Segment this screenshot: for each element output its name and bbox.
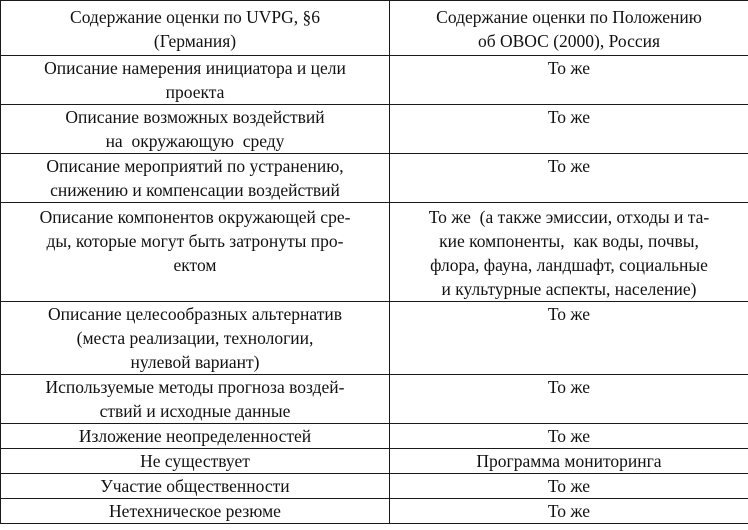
- cell-line: То же (а также эмиссии, отходы и та-: [428, 207, 710, 227]
- cell-line: ды, которые могут быть затронуты про-: [46, 231, 344, 251]
- cell-line: снижению и компенсации воздействий: [50, 180, 340, 200]
- cell-ovos: [390, 302, 748, 375]
- cell-line: Описание возможных воздействий: [65, 107, 325, 127]
- cell-line: То же: [547, 156, 591, 176]
- header-cell-ovos: [390, 1, 748, 56]
- cell-uvpg: [1, 105, 390, 154]
- cell-uvpg: [1, 474, 390, 499]
- cell-line: проекта: [165, 82, 225, 102]
- cell-ovos: [390, 499, 748, 524]
- cell-line: (места реализации, технологии,: [76, 328, 314, 348]
- cell-line: ствий и исходные данные: [99, 401, 291, 421]
- cell-ovos: [390, 56, 748, 105]
- cell-line: То же: [547, 426, 591, 446]
- table-row: [1, 449, 748, 474]
- table-row: [1, 203, 748, 302]
- cell-line: флора, фауна, ландшафт, социальные: [430, 255, 708, 275]
- cell-ovos: [390, 375, 748, 424]
- cell-line: То же: [547, 501, 591, 521]
- cell-line: ектом: [173, 255, 217, 275]
- cell-line: Описание целесообразных альтернатив: [48, 304, 342, 324]
- cell-ovos: [390, 474, 748, 499]
- table-row: [1, 302, 748, 375]
- cell-uvpg: [1, 203, 390, 302]
- cell-ovos: [390, 203, 748, 302]
- cell-line: нулевой вариант): [130, 352, 260, 372]
- cell-line: То же: [547, 476, 591, 496]
- cell-line: на окружающую среду: [105, 131, 285, 151]
- cell-uvpg: [1, 302, 390, 375]
- table-row: [1, 154, 748, 203]
- cell-line: и культурные аспекты, население): [441, 279, 697, 299]
- header-line: (Германия): [153, 31, 237, 51]
- table-header-row: [1, 1, 748, 56]
- header-line: Содержание оценки по Положению: [436, 7, 702, 27]
- cell-line: Используемые методы прогноза воздей-: [45, 377, 345, 397]
- cell-line: Описание мероприятий по устранению,: [46, 156, 344, 176]
- cell-uvpg: [1, 449, 390, 474]
- cell-line: Программа мониторинга: [476, 451, 662, 471]
- cell-line: кие компоненты, как воды, почвы,: [439, 231, 699, 251]
- cell-ovos: [390, 105, 748, 154]
- cell-ovos: [390, 154, 748, 203]
- header-cell-uvpg: [1, 1, 390, 56]
- header-line: Содержание оценки по UVPG, §6: [70, 7, 320, 27]
- cell-ovos: [390, 449, 748, 474]
- table-row: [1, 105, 748, 154]
- table-row: [1, 499, 748, 524]
- cell-line: Не существует: [140, 451, 250, 471]
- cell-line: Участие общественности: [100, 476, 290, 496]
- cell-uvpg: [1, 56, 390, 105]
- header-line: об ОВОС (2000), Россия: [477, 31, 661, 51]
- cell-uvpg: [1, 154, 390, 203]
- cell-line: Нетехническое резюме: [109, 501, 281, 521]
- table-row: [1, 56, 748, 105]
- cell-uvpg: [1, 424, 390, 449]
- cell-line: Описание намерения инициатора и цели: [44, 58, 346, 78]
- cell-line: То же: [547, 58, 591, 78]
- cell-uvpg: [1, 375, 390, 424]
- cell-line: Описание компонентов окружающей сре-: [39, 207, 351, 227]
- cell-line: То же: [547, 377, 591, 397]
- cell-line: Изложение неопределенностей: [78, 426, 312, 446]
- table-row: [1, 375, 748, 424]
- cell-uvpg: [1, 499, 390, 524]
- cell-line: То же: [547, 304, 591, 324]
- cell-ovos: [390, 424, 748, 449]
- table-row: [1, 424, 748, 449]
- table-row: [1, 474, 748, 499]
- cell-line: То же: [547, 107, 591, 127]
